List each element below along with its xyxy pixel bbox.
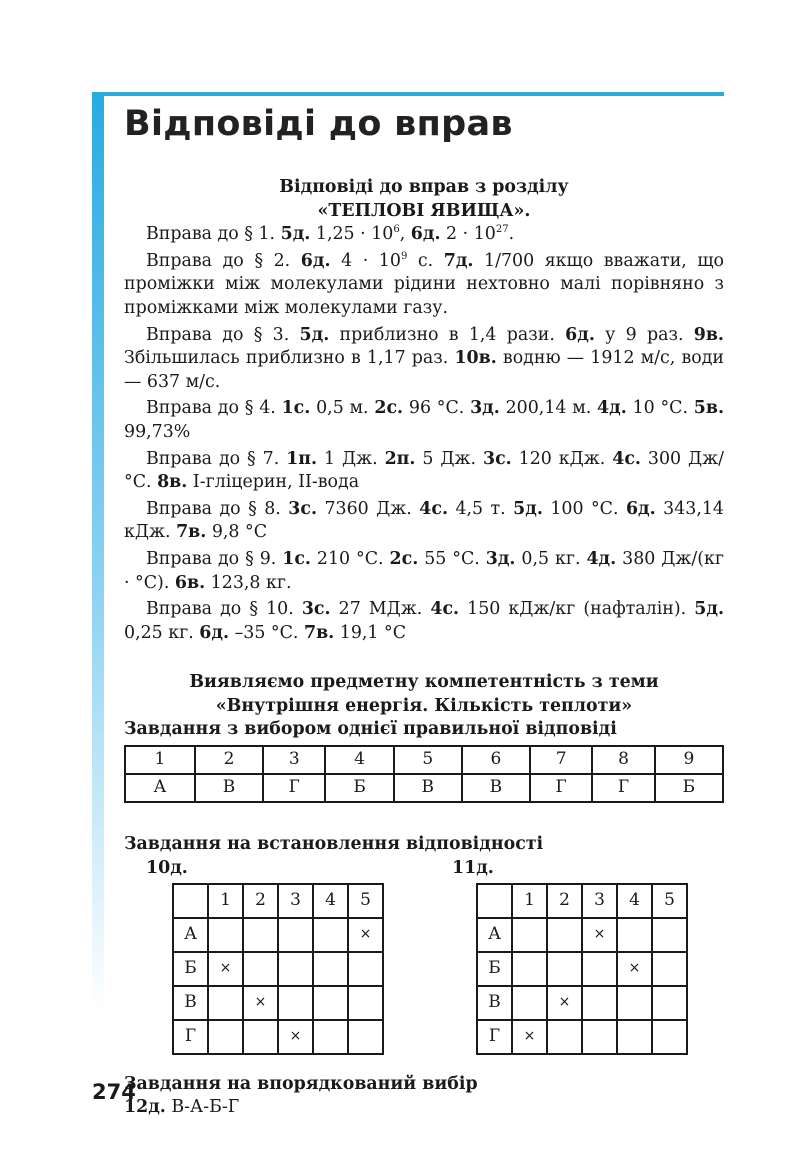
grid-cell bbox=[243, 952, 278, 986]
grid-cell: × bbox=[617, 952, 652, 986]
grid-col-header: 2 bbox=[243, 884, 278, 918]
grid-cell: × bbox=[208, 952, 243, 986]
answer-label: 3с. bbox=[301, 599, 331, 620]
answer-label: 4д. bbox=[597, 398, 627, 419]
answer-label: 4с. bbox=[419, 498, 449, 519]
grid-cell: × bbox=[547, 986, 582, 1020]
grid-row bbox=[173, 952, 383, 986]
answer-label: 7д. bbox=[443, 250, 474, 271]
grid-cell: × bbox=[348, 918, 383, 952]
accent-top-rule bbox=[92, 92, 724, 96]
answer-number: 3 bbox=[263, 746, 325, 774]
grid-col-header: 5 bbox=[652, 884, 687, 918]
grid-cell bbox=[652, 986, 687, 1020]
page-title: Відповіді до вправ bbox=[124, 104, 513, 144]
answer-letter: Г bbox=[530, 774, 592, 802]
grid-cell: × bbox=[278, 1020, 313, 1054]
text: 1 Дж. bbox=[317, 448, 385, 469]
answer-label: 3с. bbox=[288, 498, 318, 519]
matching-title: Завдання на встановлення відповідності bbox=[124, 834, 544, 855]
answers-table bbox=[124, 745, 724, 803]
grid-row-header: А bbox=[477, 918, 512, 952]
grid-row bbox=[477, 918, 687, 952]
exercise-paragraph-8 bbox=[124, 598, 724, 645]
answer-letter: Б bbox=[655, 774, 723, 802]
text: Збільшилась приблизно в 1,17 раз. bbox=[124, 348, 455, 369]
exercise-paragraph-5 bbox=[124, 448, 724, 495]
grid-row-header: Г bbox=[477, 1020, 512, 1054]
section1-heading-line1: Відповіді до вправ з розділу bbox=[279, 177, 569, 197]
answer-label: 6д. bbox=[410, 224, 441, 245]
grid-cell bbox=[243, 1020, 278, 1054]
grid-cell bbox=[278, 986, 313, 1020]
page-number: 274 bbox=[92, 1080, 136, 1104]
grid-col-header: 5 bbox=[348, 884, 383, 918]
text: 0,5 кг. bbox=[515, 548, 587, 569]
answer-label: 5д. bbox=[280, 224, 311, 245]
grid-row-header: В bbox=[477, 986, 512, 1020]
exponent: 6 bbox=[393, 224, 400, 236]
answer-label: 3д. bbox=[485, 548, 516, 569]
text: 99,73% bbox=[124, 421, 191, 442]
answer-label: 2с. bbox=[374, 398, 404, 419]
answer-label: 5д. bbox=[299, 324, 330, 345]
answer-letter: А bbox=[125, 774, 195, 802]
grid-cell: × bbox=[243, 986, 278, 1020]
text: –35 °С. bbox=[229, 622, 304, 643]
grid-cell bbox=[243, 918, 278, 952]
grid-cell bbox=[582, 986, 617, 1020]
ordering-title: Завдання на впорядкований вибір bbox=[124, 1073, 478, 1094]
answer-label: 5д. bbox=[513, 498, 543, 519]
ordering-answer-text: В-А-Б-Г bbox=[165, 1097, 240, 1118]
grid-cell bbox=[313, 952, 348, 986]
text: 4 · 10 bbox=[330, 250, 401, 271]
text: 300 Дж/°С. bbox=[124, 448, 724, 493]
answer-label: 7в. bbox=[304, 622, 335, 643]
answer-label: 9в. bbox=[693, 324, 724, 345]
grid-cell bbox=[652, 1020, 687, 1054]
answer-label: 6д. bbox=[199, 622, 230, 643]
grid-row bbox=[173, 918, 383, 952]
grid-cell bbox=[652, 918, 687, 952]
content bbox=[124, 176, 724, 1120]
grid-col-header: 1 bbox=[208, 884, 243, 918]
grid-cell bbox=[348, 986, 383, 1020]
answer-letter: В bbox=[394, 774, 462, 802]
grid-corner-cell bbox=[477, 884, 512, 918]
answer-label: 10в. bbox=[454, 348, 497, 369]
answer-label: 5д. bbox=[694, 599, 724, 620]
grid-col-header: 4 bbox=[313, 884, 348, 918]
text: I-гліцерин, II-вода bbox=[187, 472, 360, 493]
text: водню — 1912 м/с, води — 637 м/с. bbox=[124, 348, 725, 392]
matching-labels bbox=[124, 857, 724, 879]
answer-label: 3с. bbox=[482, 448, 512, 469]
grid-cell bbox=[547, 918, 582, 952]
answer-number: 7 bbox=[530, 746, 592, 774]
text: 10 °С. bbox=[626, 398, 694, 419]
answer-number: 9 bbox=[655, 746, 723, 774]
grid-cell bbox=[313, 1020, 348, 1054]
answer-label: 6д. bbox=[565, 324, 595, 345]
answer-number: 2 bbox=[195, 746, 263, 774]
answer-label: 7в. bbox=[176, 522, 207, 543]
grid-cell bbox=[652, 952, 687, 986]
grid-row bbox=[477, 986, 687, 1020]
text: Вправа до § 1. bbox=[146, 224, 281, 245]
answers-letter-row bbox=[125, 774, 723, 802]
grid-col-header: 1 bbox=[512, 884, 547, 918]
exponent: 27 bbox=[495, 224, 509, 236]
grid-cell bbox=[348, 1020, 383, 1054]
grid-row-header: Г bbox=[173, 1020, 208, 1054]
exercise-paragraph-3 bbox=[124, 324, 724, 395]
exponent: 9 bbox=[400, 250, 408, 262]
text: Вправа до § 9. bbox=[146, 548, 283, 569]
answer-label: 1с. bbox=[281, 398, 311, 419]
single-choice-title: Завдання з вибором однієї правильної відповіді bbox=[124, 719, 617, 740]
answer-label: 6в. bbox=[174, 572, 206, 593]
grid-col-header: 3 bbox=[582, 884, 617, 918]
text: 123,8 кг. bbox=[205, 572, 292, 593]
answer-label: 2п. bbox=[384, 448, 416, 469]
answer-label: 1п. bbox=[286, 448, 318, 469]
text: приблизно в 1,4 рази. bbox=[329, 324, 566, 345]
answer-label: 1с. bbox=[282, 548, 311, 569]
text: у 9 раз. bbox=[594, 324, 694, 345]
exercise-paragraph-6 bbox=[124, 498, 724, 545]
ordering-answer bbox=[124, 1096, 724, 1120]
answer-label: 8в. bbox=[157, 472, 188, 493]
answer-label: 6д. bbox=[625, 498, 656, 519]
text: Вправа до § 2. bbox=[146, 250, 301, 271]
grid-corner-cell bbox=[173, 884, 208, 918]
grid-row-header: А bbox=[173, 918, 208, 952]
text: 5 Дж. bbox=[415, 448, 483, 469]
text: 9,8 °С bbox=[206, 522, 268, 543]
text: Вправа до § 7. bbox=[146, 448, 287, 469]
text: Вправа до § 4. bbox=[146, 398, 282, 419]
grid-cell bbox=[313, 918, 348, 952]
text: 120 кДж. bbox=[511, 448, 613, 469]
grid-header-row bbox=[477, 884, 687, 918]
text: 100 °С. bbox=[542, 498, 626, 519]
text: 210 °С. bbox=[310, 548, 390, 569]
grid-cell bbox=[617, 918, 652, 952]
text: 7360 Дж. bbox=[317, 498, 420, 519]
text: Вправа до § 3. bbox=[146, 324, 300, 345]
answer-letter: Г bbox=[263, 774, 325, 802]
grid-cell bbox=[617, 1020, 652, 1054]
grid-cell bbox=[208, 1020, 243, 1054]
grid-col-header: 2 bbox=[547, 884, 582, 918]
text: 4,5 т. bbox=[448, 498, 514, 519]
grid-cell bbox=[313, 986, 348, 1020]
text: 27 МДж. bbox=[330, 599, 431, 620]
text: , bbox=[399, 224, 411, 245]
grid-cell bbox=[582, 1020, 617, 1054]
grid-cell bbox=[582, 952, 617, 986]
text: 380 Дж/(кг · °С). bbox=[124, 548, 725, 593]
text: Вправа до § 10. bbox=[146, 599, 302, 620]
grid-row-header: Б bbox=[173, 952, 208, 986]
answer-number: 1 bbox=[125, 746, 195, 774]
text: 1,25 · 10 bbox=[310, 224, 394, 245]
text: 55 °С. bbox=[418, 548, 486, 569]
text: . bbox=[508, 224, 515, 245]
answer-letter: Б bbox=[325, 774, 393, 802]
grid11-label: 11д. bbox=[452, 857, 494, 878]
text: 150 кДж/кг (нафталін). bbox=[459, 599, 695, 620]
answer-label: 4с. bbox=[612, 448, 641, 469]
grid-cell bbox=[512, 986, 547, 1020]
grid-cell bbox=[617, 986, 652, 1020]
grid-header-row bbox=[173, 884, 383, 918]
grid-cell bbox=[208, 918, 243, 952]
grid-row bbox=[173, 986, 383, 1020]
grid-cell bbox=[278, 918, 313, 952]
grid-cell bbox=[208, 986, 243, 1020]
matching-grids bbox=[124, 883, 724, 1051]
grid-cell bbox=[547, 952, 582, 986]
answer-number: 6 bbox=[462, 746, 530, 774]
text: 0,5 м. bbox=[310, 398, 375, 419]
text: 1/700 якщо вважати, що проміжки між молекулами рідини нехтовно малі порівняно з проміжками між молекулами газу. bbox=[124, 250, 725, 318]
text: с. bbox=[407, 250, 444, 271]
answer-letter: В bbox=[462, 774, 530, 802]
text: 2 · 10 bbox=[440, 224, 496, 245]
matching-grid-11 bbox=[476, 883, 688, 1055]
grid-row-header: В bbox=[173, 986, 208, 1020]
ordering-label: 12д. bbox=[124, 1097, 166, 1118]
answers-number-row bbox=[125, 746, 723, 774]
exercise-paragraph-4 bbox=[124, 397, 724, 444]
text: Вправа до § 8. bbox=[146, 498, 289, 519]
answer-label: 3д. bbox=[470, 398, 500, 419]
answer-label: 5в. bbox=[693, 398, 725, 419]
answer-label: 4д. bbox=[586, 548, 617, 569]
section2-heading-line2: «Внутрішня енергія. Кількість теплоти» bbox=[215, 695, 633, 716]
exercise-paragraph-1 bbox=[124, 223, 724, 247]
grid-row bbox=[477, 1020, 687, 1054]
grid-col-header: 4 bbox=[617, 884, 652, 918]
grid-cell bbox=[278, 952, 313, 986]
answer-label: 4с. bbox=[430, 599, 460, 620]
answer-letter: В bbox=[195, 774, 263, 802]
answer-number: 8 bbox=[592, 746, 654, 774]
grid-cell: × bbox=[582, 918, 617, 952]
exercise-paragraph-2 bbox=[124, 250, 724, 321]
section1-heading-line2: «ТЕПЛОВІ ЯВИЩА». bbox=[317, 200, 531, 221]
grid-row bbox=[173, 1020, 383, 1054]
answer-label: 6д. bbox=[300, 250, 331, 271]
grid-cell bbox=[512, 918, 547, 952]
grid-cell bbox=[547, 1020, 582, 1054]
grid-cell: × bbox=[512, 1020, 547, 1054]
text: 19,1 °С bbox=[334, 622, 407, 643]
grid-col-header: 3 bbox=[278, 884, 313, 918]
answer-letter: Г bbox=[592, 774, 654, 802]
grid-cell bbox=[348, 952, 383, 986]
answer-number: 4 bbox=[325, 746, 393, 774]
text: 200,14 м. bbox=[499, 398, 598, 419]
matching-grid-10 bbox=[172, 883, 384, 1055]
answer-number: 5 bbox=[394, 746, 462, 774]
grid-cell bbox=[512, 952, 547, 986]
answer-label: 2с. bbox=[389, 548, 419, 569]
text: 96 °С. bbox=[403, 398, 471, 419]
accent-side-bar bbox=[92, 92, 104, 1012]
grid-row-header: Б bbox=[477, 952, 512, 986]
grid-row bbox=[477, 952, 687, 986]
section2-heading-line1: Виявляємо предметну компетентність з теми bbox=[189, 672, 659, 693]
grid10-label: 10д. bbox=[146, 857, 188, 878]
text: 0,25 кг. bbox=[124, 622, 200, 643]
text: 343,14 кДж. bbox=[124, 498, 724, 543]
exercise-paragraph-7 bbox=[124, 548, 724, 595]
